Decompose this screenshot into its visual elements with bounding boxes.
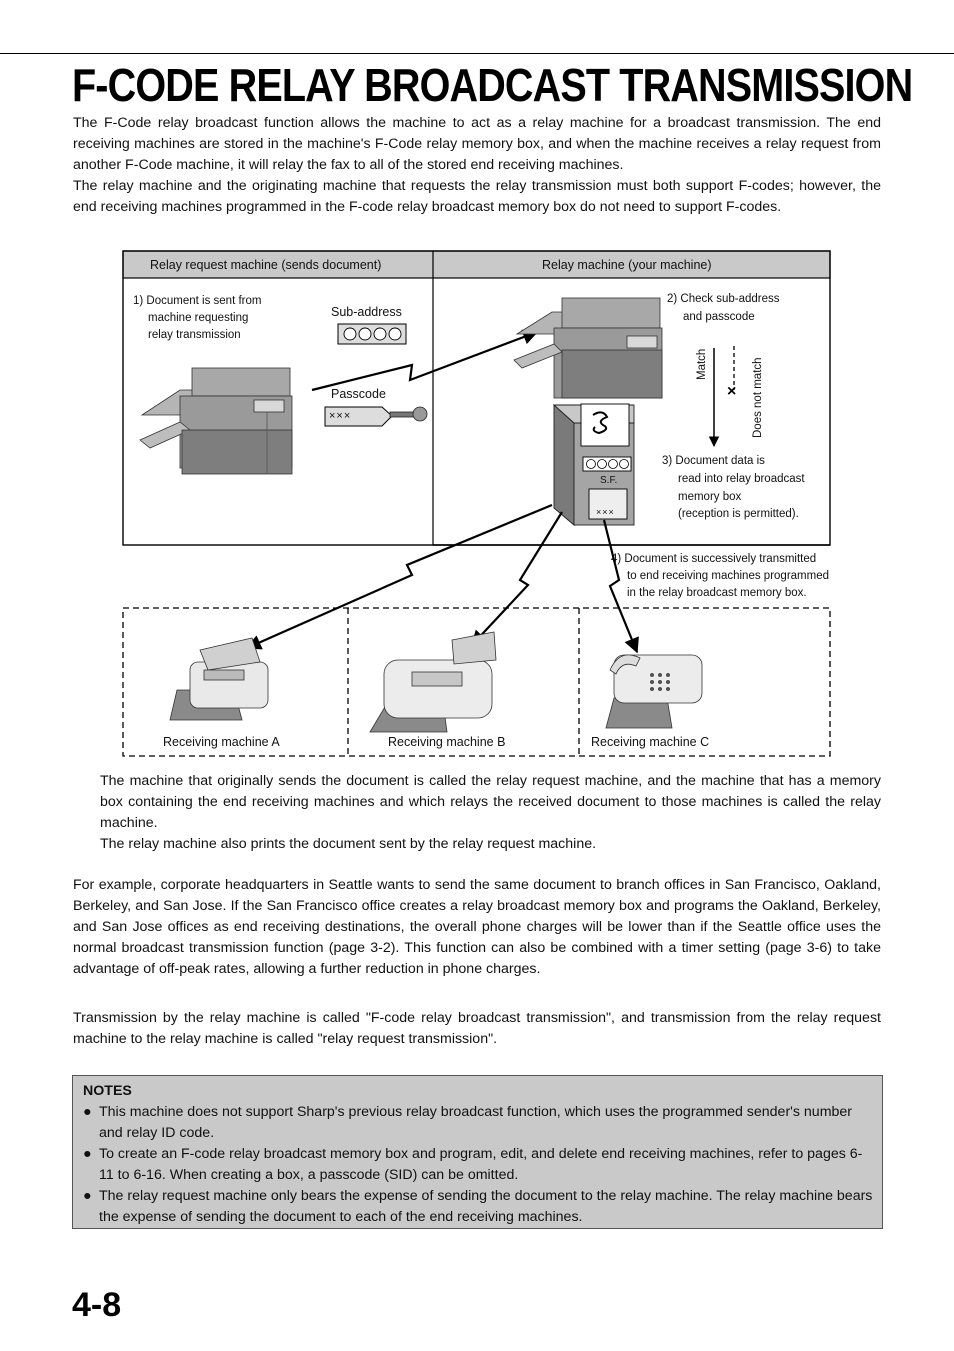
bullet-icon: ● xyxy=(83,1104,92,1120)
intro-paragraph-2: The relay machine and the originating machine that requests the relay transmission must both support F-codes; however, the end receiving machines programmed in the F-code relay broadcast memory box do not need to support F-codes. xyxy=(73,178,881,215)
notes-title: NOTES xyxy=(83,1083,132,1099)
receiving-machine-c-illustration xyxy=(606,655,702,728)
passcode-label: Passcode xyxy=(331,387,386,401)
note-text: The relay request machine only bears the expense of sending the document to the relay machine. The relay machine bears the expense of sending the document to each of the end receiving machines. xyxy=(99,1188,873,1225)
body-paragraph-4: The relay machine also prints the document sent by the relay request machine. xyxy=(100,836,597,852)
notes-box xyxy=(72,1075,883,1229)
key-icon xyxy=(390,407,427,421)
relay-arrow-a xyxy=(247,505,552,648)
top-rule xyxy=(0,53,954,54)
body-paragraph-6: Transmission by the relay machine is called "F-code relay broadcast transmission", and transmission from the relay request machine to the relay machine is called "relay request transmission". xyxy=(73,1010,881,1047)
header-relay-request-machine: Relay request machine (sends document) xyxy=(150,258,382,272)
bullet-icon: ● xyxy=(83,1188,92,1204)
page-number: 4-8 xyxy=(72,1286,122,1324)
bullet-icon: ● xyxy=(83,1146,92,1162)
receiving-machine-b-label: Receiving machine B xyxy=(388,735,506,749)
memory-box-mask: ××× xyxy=(596,507,615,517)
relay-machine-illustration xyxy=(514,298,662,398)
receiving-machine-b-illustration xyxy=(370,632,496,732)
header-relay-machine: Relay machine (your machine) xyxy=(542,258,712,272)
memory-box-illustration xyxy=(554,404,634,525)
note-text: To create an F-code relay broadcast memory box and program, edit, and delete end receiving machines, refer to pages 6-11 to 6-16. When creating a box, a passcode (SID) can be omitted. xyxy=(99,1146,863,1183)
receiving-machine-c-label: Receiving machine C xyxy=(591,735,710,749)
relay-request-machine-illustration xyxy=(140,368,292,474)
receiving-machine-a-illustration xyxy=(170,638,268,720)
sub-address-label: Sub-address xyxy=(331,305,402,319)
sf-label: S.F. xyxy=(600,475,618,486)
body-paragraph-5: For example, corporate headquarters in Seattle wants to send the same document to branch offices in San Francisco, Oakland, Berkeley, and San Jose. If the San Francisco office creates a relay broadcast memory box and programs the Oakland, Berkeley, and San Jose offices as end receiving destinations, the overall phone charges will be lower than if the Seattle office uses the normal broadcast transmission function (page 3-2). This function can also be combined with a timer setting (page 3-6) to take advantage of off-peak rates, allowing a further reduction in phone charges. xyxy=(73,877,881,977)
note-item xyxy=(83,1102,876,1144)
does-not-match-label: Does not match xyxy=(752,357,764,438)
relay-diagram: × Relay request machine (sends document) Relay machine (your machine) 1) Document is sent from machine requesting relay transmission Sub-address Passcode ××× 2) Check sub-address and passcode Match Does not match 3) Document data is read into relay broadcast memory box (reception is permitted). S.F. ××× 4) Document is successively transmitted to end receiving machines programmed in the relay broadcast memory box. Receiving machine A Receiving machine B Receiving machine C xyxy=(122,250,832,760)
note-text: This machine does not support Sharp's previous relay broadcast function, which uses the programmed sender's number and relay ID code. xyxy=(99,1104,853,1141)
body-paragraph-3: The machine that originally sends the document is called the relay request machine, and the machine that has a memory box containing the end receiving machines and which relays the received document to those machines is called the relay machine. xyxy=(100,773,881,831)
passcode-mask: ××× xyxy=(329,410,352,422)
match-label: Match xyxy=(696,348,708,380)
page-title: F-CODE RELAY BROADCAST TRANSMISSION xyxy=(72,59,913,111)
reject-x-icon: × xyxy=(727,383,737,400)
note-item xyxy=(83,1144,876,1186)
intro-paragraph-1: The F-Code relay broadcast function allows the machine to act as a relay machine for a broadcast transmission. The end receiving machines are stored in the machine's F-Code relay memory box, and when the machine receives a relay request from another F-Code machine, it will relay the fax to all of the stored end receiving machines. xyxy=(73,115,881,173)
note-item xyxy=(83,1186,876,1228)
receiving-machine-a-label: Receiving machine A xyxy=(163,735,280,749)
